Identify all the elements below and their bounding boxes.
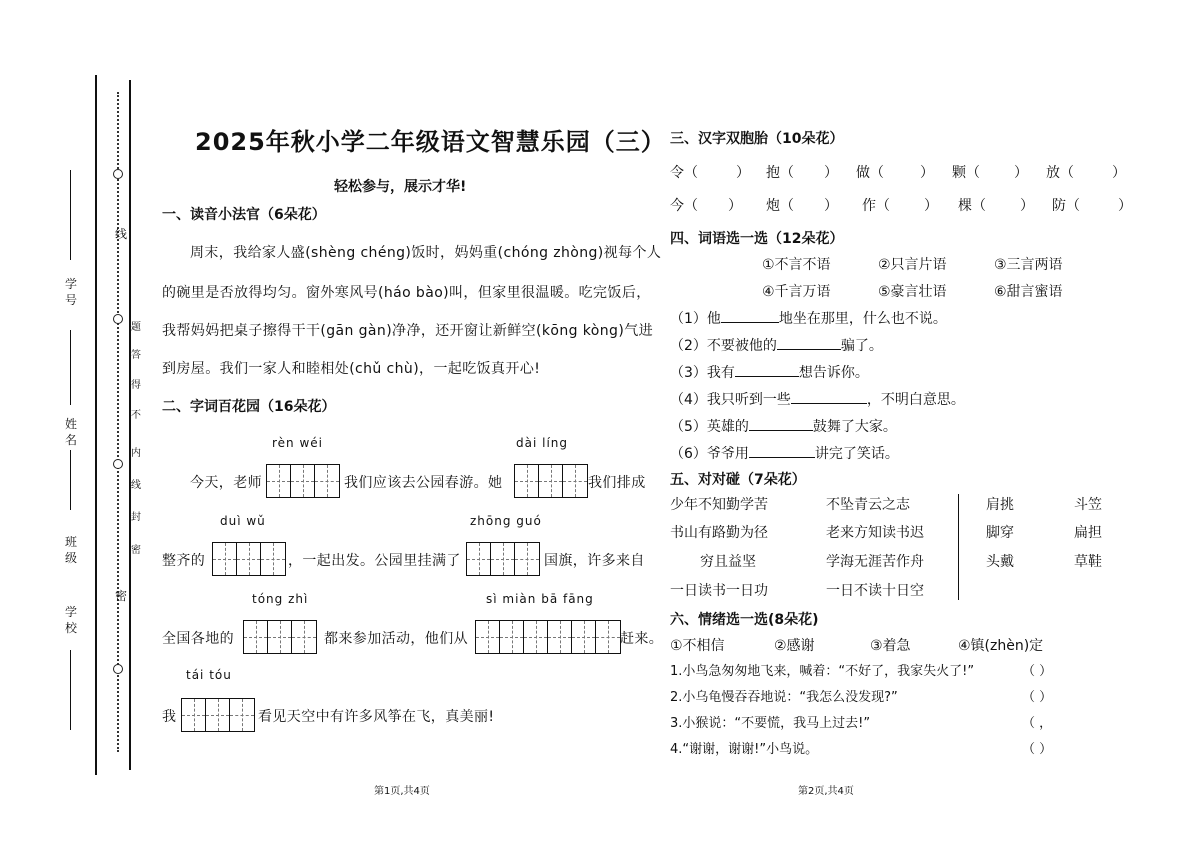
pinyin-tongzhi: tóng zhì <box>252 592 309 606</box>
fill-item-4 <box>670 389 965 409</box>
seal-char: 题 <box>131 322 141 333</box>
twin-char: 今（ <box>670 198 698 214</box>
pinyin-renwei: rèn wéi <box>272 436 324 450</box>
fill-prefix: （2）不要被他的 <box>670 338 777 354</box>
emotion-answer-1[interactable]: （ ） <box>1022 664 1053 679</box>
fill-blank[interactable] <box>735 376 799 377</box>
seal-char: 线 <box>131 480 141 491</box>
seal-char: 内 <box>131 448 141 459</box>
twin-close: ） <box>920 165 934 181</box>
seal-hole-1 <box>113 169 123 179</box>
section-6-heading: 六、情绪选一选(8朵花) <box>670 612 819 628</box>
match-right-b-2[interactable]: 扁担 <box>1074 525 1102 541</box>
idiom-option-6: ⑥甜言蜜语 <box>994 284 1063 300</box>
fill-item-1 <box>670 308 947 328</box>
school-label: 学校 <box>64 605 77 635</box>
match-middle-4[interactable]: 一日不读十日空 <box>826 583 924 599</box>
page-subtitle: 轻松参与，展示才华! <box>334 179 467 195</box>
twin-close: ） <box>1014 165 1028 181</box>
pinyin-taitou: tái tóu <box>186 668 232 682</box>
seal-char: 封 <box>131 512 141 523</box>
section-1-heading: 一、读音小法官（6朵花） <box>162 207 326 223</box>
fill-suffix: 讲完了笑话。 <box>814 446 899 462</box>
match-left-4[interactable]: 一日读书一日功 <box>670 583 768 599</box>
twin-char: 抱（ <box>766 165 794 181</box>
twin-close: ） <box>824 198 838 214</box>
section-2-heading: 二、字词百花园（16朵花） <box>162 399 336 415</box>
tianzige-simianbafang[interactable] <box>475 620 621 654</box>
name-label: 姓名 <box>64 417 77 447</box>
emotion-answer-3[interactable]: （ ， <box>1022 716 1053 731</box>
fill-suffix: 骗了。 <box>840 338 883 354</box>
idiom-option-2: ②只言片语 <box>878 257 947 273</box>
section-5-heading: 五、对对碰（7朵花） <box>670 472 806 488</box>
tianzige-taitou[interactable] <box>181 698 255 732</box>
tianzige-duiwu[interactable] <box>212 542 286 576</box>
twin-close: ） <box>1118 198 1132 214</box>
footer-page-1: 第1页,共4页 <box>374 786 430 797</box>
fill-prefix: （4）我只听到一些 <box>670 392 791 408</box>
twin-char: 放（ <box>1046 165 1074 181</box>
s1-line-3: 我帮妈妈把桌子擦得干干(gān gàn)净净，还开窗让新鲜空(kōng kòng)气进 <box>162 323 653 339</box>
name-underline-lower <box>70 450 71 510</box>
seal-hole-4 <box>113 664 123 674</box>
pinyin-dailing: dài líng <box>516 436 569 450</box>
pinyin-zhongguo: zhōng guó <box>470 514 542 528</box>
match-left-2[interactable]: 书山有路勤为径 <box>670 525 768 541</box>
fill-item-2 <box>670 335 883 355</box>
school-underline <box>70 650 71 730</box>
match-middle-2[interactable]: 老来方知读书迟 <box>826 525 924 541</box>
match-right-a-3[interactable]: 头戴 <box>986 554 1014 570</box>
student-id-label: 学号 <box>64 277 77 307</box>
seal-top-char: 线 <box>114 227 127 241</box>
emotion-item-3: 3.小猴说：“不要慌，我马上过去!” <box>670 716 871 731</box>
fill-suffix: 地坐在那里，什么也不说。 <box>778 311 947 327</box>
twin-close: ） <box>1020 198 1034 214</box>
emotion-item-4: 4.“谢谢，谢谢!”小鸟说。 <box>670 742 819 757</box>
fill-suffix: ，不明白意思。 <box>866 392 965 408</box>
fill-blank[interactable] <box>777 349 841 350</box>
fill-blank[interactable] <box>749 457 815 458</box>
twin-char: 作（ <box>862 198 890 214</box>
emotion-option-2: ②感谢 <box>774 638 815 654</box>
fill-item-6 <box>670 443 899 463</box>
idiom-option-5: ⑤豪言壮语 <box>878 284 947 300</box>
s2-text-3: 我们排成 <box>588 475 646 491</box>
emotion-option-3: ③着急 <box>870 638 911 654</box>
fill-blank[interactable] <box>749 430 813 431</box>
match-left-3[interactable]: 穷且益坚 <box>700 554 756 570</box>
twin-close: ） <box>924 198 938 214</box>
section-3-heading: 三、汉字双胞胎（10朵花） <box>670 131 844 147</box>
fill-suffix: 想告诉你。 <box>798 365 869 381</box>
seal-char: 答 <box>131 350 141 361</box>
emotion-item-1: 1.小鸟急匆匆地飞来，喊着：“不好了，我家失火了!” <box>670 664 975 679</box>
seal-char: 不 <box>131 410 141 421</box>
twin-close: ） <box>1112 165 1126 181</box>
fill-blank[interactable] <box>791 403 867 404</box>
section-4-heading: 四、词语选一选（12朵花） <box>670 231 844 247</box>
twin-char: 防（ <box>1052 198 1080 214</box>
fill-prefix: （6）爷爷用 <box>670 446 749 462</box>
margin-rule-left <box>95 75 97 775</box>
s1-line-2: 的碗里是否放得均匀。窗外寒风号(háo bào)叫，但家里很温暖。吃完饭后， <box>162 285 651 301</box>
s2-text-7: 全国各地的 <box>162 631 234 647</box>
student-id-underline <box>70 170 71 260</box>
twin-char: 炮（ <box>766 198 794 214</box>
page-title: 2025年秋小学二年级语文智慧乐园（三） <box>195 128 666 156</box>
s2-text-4: 整齐的 <box>162 553 206 569</box>
emotion-option-1: ①不相信 <box>670 638 725 654</box>
tianzige-tongzhi[interactable] <box>243 620 317 654</box>
match-right-b-3[interactable]: 草鞋 <box>1074 554 1102 570</box>
class-label: 班级 <box>64 535 77 565</box>
emotion-item-2: 2.小乌龟慢吞吞地说：“我怎么没发现?” <box>670 690 898 705</box>
twin-char: 颗（ <box>952 165 980 181</box>
fill-suffix: 鼓舞了大家。 <box>812 419 897 435</box>
pinyin-simianbafang: sì miàn bā fāng <box>486 592 594 606</box>
tianzige-zhongguo[interactable] <box>466 542 540 576</box>
twin-close: ） <box>728 198 742 214</box>
emotion-option-4: ④镇(zhèn)定 <box>958 638 1044 654</box>
s1-line-4: 到房屋。我们一家人和睦相处(chǔ chù)，一起吃饭真开心! <box>162 361 541 377</box>
s2-text-5: ，一起出发。公园里挂满了 <box>288 553 461 569</box>
s2-text-9: 赶来。 <box>620 631 664 647</box>
s2-text-8: 都来参加活动，他们从 <box>324 631 468 647</box>
twin-char: 棵（ <box>958 198 986 214</box>
fill-prefix: （5）英雄的 <box>670 419 749 435</box>
idiom-option-3: ③三言两语 <box>994 257 1063 273</box>
twin-close: ） <box>736 165 750 181</box>
fill-blank[interactable] <box>721 322 779 323</box>
seal-char: 得 <box>131 380 141 391</box>
emotion-answer-2[interactable]: （ ） <box>1022 690 1053 705</box>
match-middle-3[interactable]: 学海无涯苦作舟 <box>826 554 924 570</box>
match-left-1[interactable]: 少年不知勤学苦 <box>670 497 768 513</box>
match-divider <box>958 494 959 600</box>
s2-text-6: 国旗，许多来自 <box>544 553 645 569</box>
s2-text-10: 我 <box>162 709 177 725</box>
seal-hole-3 <box>113 459 123 469</box>
twin-char: 令（ <box>670 165 698 181</box>
pinyin-duiwu: duì wǔ <box>220 514 266 528</box>
idiom-option-4: ④千言万语 <box>762 284 831 300</box>
twin-char: 做（ <box>856 165 884 181</box>
s2-text-11: 看见天空中有许多风筝在飞，真美丽! <box>258 709 495 725</box>
match-right-a-1[interactable]: 肩挑 <box>986 497 1014 513</box>
seal-dotted-line <box>117 92 119 752</box>
seal-char: 密 <box>131 545 141 556</box>
match-right-a-2[interactable]: 脚穿 <box>986 525 1014 541</box>
fill-item-3 <box>670 362 869 382</box>
fill-prefix: （3）我有 <box>670 365 735 381</box>
margin-rule-inner <box>129 80 131 770</box>
tianzige-dailing[interactable] <box>514 464 588 498</box>
match-middle-1[interactable]: 不坠青云之志 <box>826 497 910 513</box>
s2-text-2: 我们应该去公园春游。她 <box>344 475 503 491</box>
idiom-option-1: ①不言不语 <box>762 257 831 273</box>
tianzige-renwei[interactable] <box>266 464 340 498</box>
match-right-b-1[interactable]: 斗笠 <box>1074 497 1102 513</box>
fill-item-5 <box>670 416 897 436</box>
name-underline <box>70 330 71 405</box>
s1-line-1: 周末，我给家人盛(shèng chéng)饭时，妈妈重(chóng zhòng)视每个人 <box>190 245 662 261</box>
footer-page-2: 第2页,共4页 <box>798 786 854 797</box>
seal-bottom-char: 密 <box>114 589 127 603</box>
emotion-answer-4[interactable]: （ ） <box>1022 742 1053 757</box>
seal-hole-2 <box>113 314 123 324</box>
twin-close: ） <box>824 165 838 181</box>
s2-text-1: 今天，老师 <box>190 475 262 491</box>
fill-prefix: （1）他 <box>670 311 721 327</box>
